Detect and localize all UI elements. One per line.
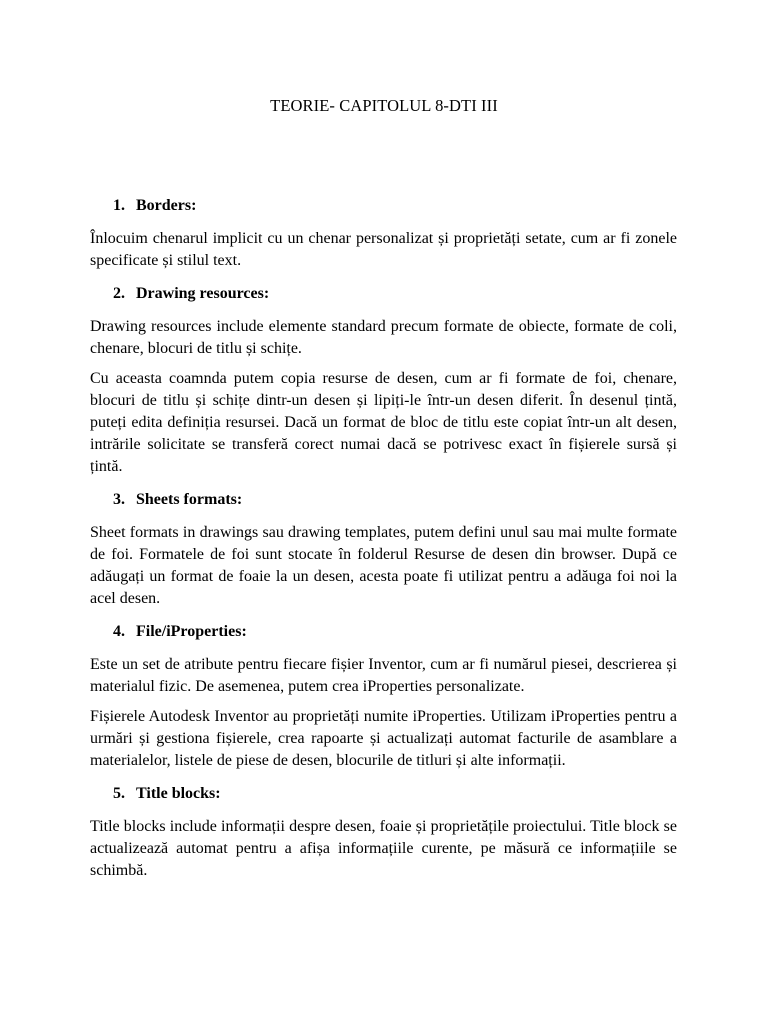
section-heading: [90, 621, 677, 643]
section-number: 4.: [113, 623, 125, 640]
section-title: Title blocks:: [136, 785, 221, 802]
section-borders: [90, 195, 677, 272]
paragraph: Cu aceasta coamnda putem copia resurse de desen, cum ar fi formate de foi, chenare, blocuri de titlu și schițe dintr-un desen și lipiți-le într-un desen diferit. În desenul țintă, puteți edita definiția resursei. Dacă un format de bloc de titlu este copiat într-un alt desen, intrările solicitate se transferă corect numai dacă se potrivesc exact în fișierele sursă și țintă.: [90, 370, 677, 475]
section-number: 5.: [113, 785, 125, 802]
section-drawing-resources: [90, 283, 677, 478]
section-title: Borders:: [136, 197, 197, 214]
paragraph: Este un set de atribute pentru fiecare fișier Inventor, cum ar fi numărul piesei, descrierea și materialul fizic. De asemenea, putem crea iProperties personalizate.: [90, 656, 677, 695]
section-title: Drawing resources:: [136, 285, 270, 302]
section-title: Sheets formats:: [136, 491, 243, 508]
section-heading: [90, 283, 677, 305]
document-title: TEORIE- CAPITOLUL 8-DTI III: [270, 96, 498, 115]
paragraph: Înlocuim chenarul implicit cu un chenar personalizat și proprietăți setate, cum ar fi zonele specificate și stilul text.: [90, 230, 677, 269]
section-number: 2.: [113, 285, 125, 302]
section-heading: [90, 783, 677, 805]
section-title-blocks: [90, 783, 677, 882]
paragraph: Drawing resources include elemente standard precum formate de obiecte, formate de coli, chenare, blocuri de titlu și schițe.: [90, 318, 677, 357]
section-file-iproperties: [90, 621, 677, 772]
section-heading: [90, 195, 677, 217]
section-sheets-formats: [90, 489, 677, 610]
section-number: 1.: [113, 197, 125, 214]
paragraph: Fișierele Autodesk Inventor au proprietăți numite iProperties. Utilizam iProperties pentru a urmări și gestiona fișierele, crea rapoarte și actualizați automat facturile de asamblare a materialelor, listele de piese de desen, blocurile de titluri și alte informații.: [90, 708, 677, 769]
section-heading: [90, 489, 677, 511]
paragraph: Title blocks include informații despre desen, foaie și proprietățile proiectului. Title block se actualizează automat pentru a afișa informațiile curente, pe măsură ce informațiile se schimbă.: [90, 818, 677, 879]
section-number: 3.: [113, 491, 125, 508]
paragraph: Sheet formats in drawings sau drawing templates, putem defini unul sau mai multe formate de foi. Formatele de foi sunt stocate în folderul Resurse de desen din browser. După ce adăugați un format de foaie la un desen, acesta poate fi utilizat pentru a adăuga foi noi la acel desen.: [90, 524, 677, 607]
document-body: [90, 195, 677, 893]
section-title: File/iProperties:: [136, 623, 247, 640]
